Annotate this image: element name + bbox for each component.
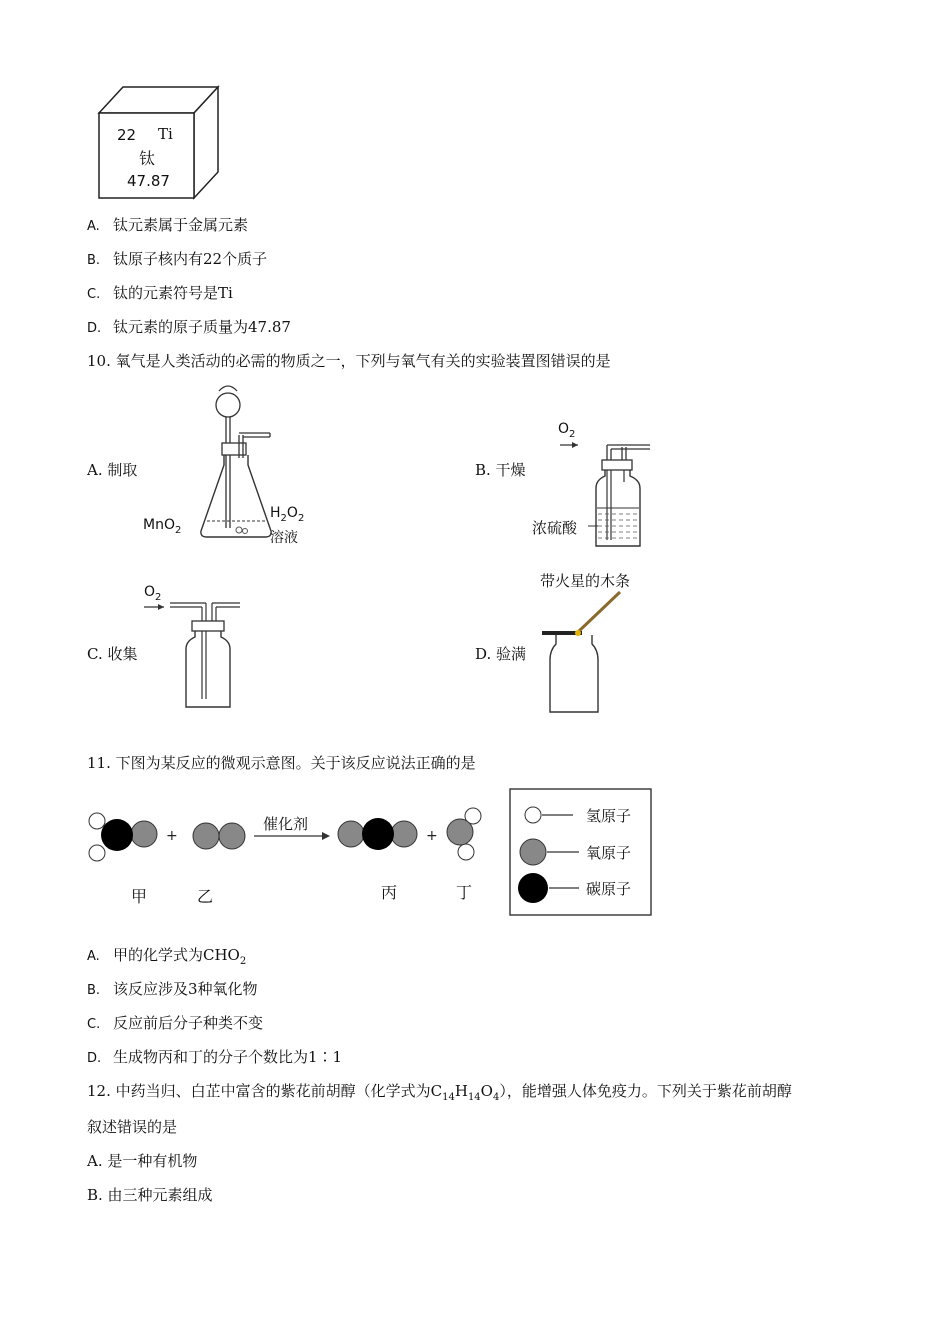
label-yi: 乙	[197, 887, 214, 906]
q11-option-d: D. 生成物丙和丁的分子个数比为1∶1	[87, 1048, 343, 1066]
atomic-number: 22	[117, 126, 137, 144]
solution-label: 溶液	[270, 530, 298, 546]
apparatus-b-label: B. 干燥	[475, 461, 526, 479]
q9-option-a: A. 钛元素属于金属元素	[87, 216, 249, 234]
mno2-label: MnO$_2$	[143, 517, 182, 536]
apparatus-c-label: C. 收集	[87, 645, 138, 663]
element-symbol: Ti	[158, 125, 173, 143]
label-ding: 丁	[456, 883, 473, 902]
q9-option-c: C. 钛的元素符号是Ti	[87, 284, 233, 302]
apparatus-a-label: A. 制取	[87, 461, 138, 479]
q12-stem-line1: 12. 中药当归、白芷中富含的紫花前胡醇（化学式为$C_{14}H_{14}O_4$），能增强人体免疫力。下列关于紫花前胡醇	[87, 1082, 792, 1103]
apparatus-d-label: D. 验满	[475, 645, 527, 663]
q11-option-a: A. 甲的化学式为$CHO_2$	[87, 946, 247, 967]
reaction-diagram	[86, 800, 496, 870]
catalyst-label: 催化剂	[263, 815, 309, 833]
q11-stem: 11. 下图为某反应的微观示意图。关于该反应说法正确的是	[87, 754, 476, 772]
svg-text:+: +	[426, 828, 438, 844]
acid-label: 浓硫酸	[532, 519, 578, 537]
legend-oxygen: 氧原子	[586, 844, 632, 862]
q12-stem-line2: 叙述错误的是	[87, 1118, 178, 1136]
h2o2-label: $H_2O_2$	[270, 505, 305, 524]
q11-option-c: C. 反应前后分子种类不变	[87, 1014, 264, 1032]
atom-legend	[509, 788, 653, 918]
apparatus-d-splint-test	[540, 588, 640, 716]
atomic-mass: 47.87	[127, 172, 170, 190]
q12-option-b: B. 由三种元素组成	[87, 1186, 213, 1204]
label-jia: 甲	[131, 887, 148, 906]
q9-option-d: D. 钛元素的原子质量为47.87	[87, 318, 291, 336]
apparatus-c-collect-bottle	[142, 601, 252, 711]
apparatus-c-o2: $O_2$	[144, 584, 162, 603]
q11-option-b: B. 该反应涉及3种氧化物	[87, 980, 258, 998]
apparatus-b-o2: $O_2$	[558, 421, 576, 440]
q10-stem: 10. 氧气是人类活动的必需的物质之一，下列与氧气有关的实验装置图错误的是	[87, 352, 611, 370]
q9-option-b: B. 钛原子核内有22个质子	[87, 250, 268, 268]
q12-option-a: A. 是一种有机物	[87, 1152, 198, 1170]
svg-text:+: +	[166, 828, 178, 844]
legend-hydrogen: 氢原子	[586, 807, 632, 825]
legend-carbon: 碳原子	[586, 880, 632, 898]
label-bing: 丙	[381, 883, 398, 902]
splint-label: 带火星的木条	[540, 572, 631, 590]
element-name: 钛	[139, 149, 156, 168]
